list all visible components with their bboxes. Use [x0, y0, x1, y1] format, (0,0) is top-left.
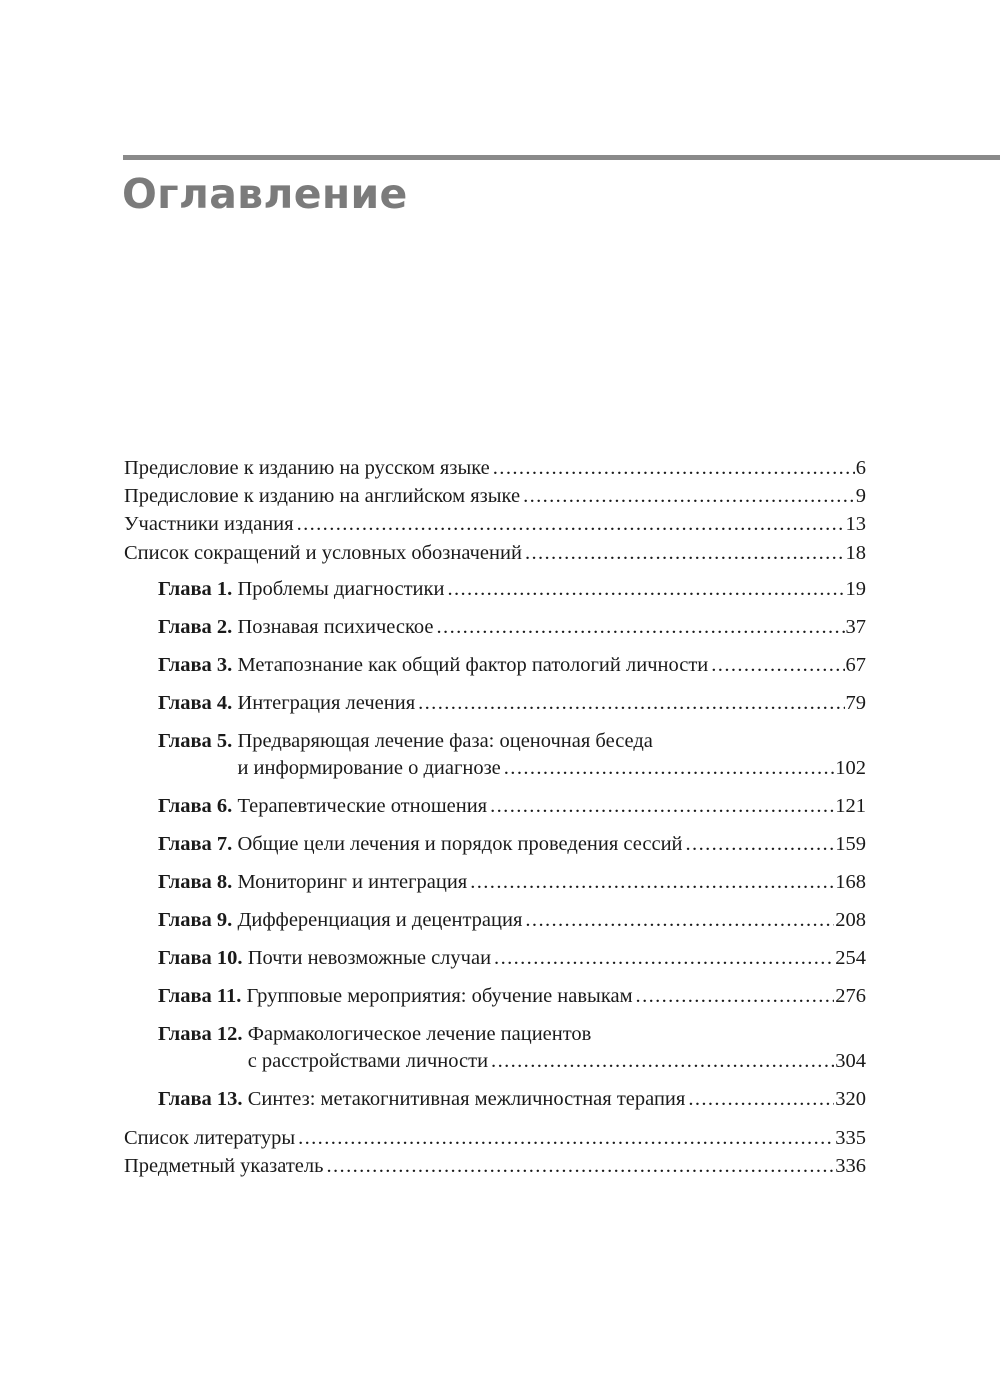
- toc-entry-title: Предисловие к изданию на английском языке: [124, 485, 521, 508]
- toc-entry-page: 18: [845, 541, 866, 564]
- toc-chapter-line: [158, 831, 866, 858]
- toc-chapter-title: Групповые мероприятия: обучение навыкам: [246, 984, 633, 1007]
- toc-chapter-page: 168: [835, 870, 866, 893]
- toc-chapter-label: Глава 12.: [158, 1022, 243, 1045]
- toc-chapter-page: 276: [835, 984, 866, 1007]
- toc-chapter-title: Познавая психическое: [237, 615, 434, 638]
- dot-leader: [504, 755, 834, 782]
- toc-chapter-line: [158, 652, 866, 679]
- toc-chapter-entry[interactable]: [158, 983, 866, 1010]
- toc-entry[interactable]: [124, 539, 866, 567]
- toc-chapter-entry[interactable]: [158, 1086, 866, 1113]
- dot-leader: [688, 1086, 834, 1113]
- toc-chapter-last-line: [158, 755, 866, 782]
- toc-entry[interactable]: [124, 482, 866, 510]
- toc-chapter-page: 102: [835, 756, 866, 779]
- toc-entry-page: 13: [845, 513, 866, 536]
- header-rule: [123, 155, 1000, 160]
- dot-leader: [493, 454, 855, 482]
- toc-chapter-line: [158, 907, 866, 934]
- toc-chapter-entry[interactable]: [158, 614, 866, 641]
- toc-chapter-entry[interactable]: [158, 907, 866, 934]
- toc-chapter-title: Проблемы диагностики: [237, 577, 445, 600]
- dot-leader: [437, 614, 845, 641]
- toc-entry-title: Участники издания: [124, 513, 294, 536]
- toc-entry-title: Список литературы: [124, 1126, 296, 1149]
- toc-chapter-title: Синтез: метакогнитивная межличностная терапия: [247, 1087, 686, 1110]
- toc-chapter-title: Терапевтические отношения: [237, 794, 488, 817]
- toc-chapter-label: Глава 6.: [158, 794, 233, 817]
- toc-chapter-line: [158, 945, 866, 972]
- toc-chapter-line: [158, 793, 866, 820]
- toc-chapter-label: Глава 4.: [158, 691, 233, 714]
- toc-entry-title: Список сокращений и условных обозначений: [124, 541, 522, 564]
- dot-leader: [525, 539, 845, 567]
- toc-chapter-label: Глава 2.: [158, 615, 233, 638]
- dot-leader: [711, 652, 844, 679]
- toc-chapter-label: Глава 1.: [158, 577, 233, 600]
- dot-leader: [490, 793, 834, 820]
- toc-chapter-entry[interactable]: [158, 690, 866, 717]
- toc-entry-title: Предметный указатель: [124, 1155, 324, 1178]
- table-of-contents: [124, 454, 866, 1180]
- toc-chapter-first-line: [158, 728, 866, 755]
- toc-chapter-entry[interactable]: [158, 869, 866, 896]
- toc-chapter-page: 19: [845, 577, 866, 600]
- dot-leader: [491, 1048, 834, 1075]
- toc-chapter-title: Интеграция лечения: [237, 691, 416, 714]
- toc-chapter-line: [158, 1086, 866, 1113]
- dot-leader: [327, 1152, 835, 1180]
- dot-leader: [525, 907, 834, 934]
- toc-entry[interactable]: [124, 510, 866, 538]
- page-title: Оглавление: [122, 170, 408, 218]
- toc-chapter-entry[interactable]: [158, 652, 866, 679]
- toc-chapter-line: [158, 576, 866, 603]
- toc-chapter-label: Глава 9.: [158, 908, 233, 931]
- dot-leader: [494, 945, 834, 972]
- toc-entry-page: 335: [835, 1126, 866, 1149]
- dot-leader: [298, 1124, 834, 1152]
- toc-chapter-page: 37: [845, 615, 866, 638]
- toc-entry[interactable]: [124, 1124, 866, 1152]
- toc-chapter-last-line: [158, 1048, 866, 1075]
- toc-chapter-entry[interactable]: [158, 945, 866, 972]
- toc-chapter-label: Глава 10.: [158, 946, 243, 969]
- toc-chapter-entry[interactable]: [158, 793, 866, 820]
- toc-entry-title: Предисловие к изданию на русском языке: [124, 457, 490, 479]
- dot-leader: [470, 869, 834, 896]
- toc-chapter-title: Почти невозможные случаи: [247, 946, 492, 969]
- toc-chapter-title-continued: с расстройствами личности: [247, 1049, 489, 1072]
- toc-chapter-title: Дифференциация и децентрация: [237, 908, 523, 931]
- dot-leader: [636, 983, 835, 1010]
- dot-leader: [297, 510, 845, 538]
- toc-chapter-entry[interactable]: [158, 728, 866, 782]
- toc-chapter-page: 67: [845, 653, 866, 676]
- toc-chapter-page: 254: [835, 946, 866, 969]
- toc-chapter-title-continued: и информирование о диагнозе: [237, 756, 501, 779]
- toc-chapter-page: 304: [835, 1049, 866, 1072]
- toc-chapter-page: 320: [835, 1087, 866, 1110]
- toc-chapter-entry[interactable]: [158, 831, 866, 858]
- toc-chapter-line: [158, 869, 866, 896]
- toc-chapter-title: Мониторинг и интеграция: [237, 870, 468, 893]
- toc-chapter-page: 121: [835, 794, 866, 817]
- toc-back-matter: [124, 1124, 866, 1180]
- dot-leader: [686, 831, 835, 858]
- toc-chapter-page: 159: [835, 832, 866, 855]
- toc-chapter-label: Глава 7.: [158, 832, 233, 855]
- toc-chapter-label: Глава 3.: [158, 653, 233, 676]
- dot-leader: [418, 690, 844, 717]
- toc-chapter-title: Фармакологическое лечение пациентов: [247, 1022, 592, 1045]
- toc-chapter-first-line: [158, 1021, 866, 1048]
- toc-entry[interactable]: [124, 454, 866, 482]
- dot-leader: [447, 576, 844, 603]
- toc-front-matter: [124, 454, 866, 567]
- toc-chapter-line: [158, 614, 866, 641]
- toc-chapter-title: Общие цели лечения и порядок проведения сессий: [237, 832, 683, 855]
- toc-chapters: [124, 576, 866, 1113]
- toc-chapter-entry[interactable]: [158, 576, 866, 603]
- toc-entry-page: 9: [855, 485, 866, 508]
- toc-chapter-title: Метапознание как общий фактор патологий личности: [237, 653, 709, 676]
- toc-chapter-entry[interactable]: [158, 1021, 866, 1075]
- toc-chapter-label: Глава 8.: [158, 870, 233, 893]
- toc-chapter-line: [158, 690, 866, 717]
- toc-chapter-page: 208: [835, 908, 866, 931]
- toc-entry[interactable]: [124, 1152, 866, 1180]
- toc-chapter-label: Глава 11.: [158, 984, 242, 1007]
- toc-entry-page: 6: [855, 457, 866, 479]
- toc-chapter-line: [158, 983, 866, 1010]
- toc-chapter-page: 79: [845, 691, 866, 714]
- toc-entry-page: 336: [835, 1155, 866, 1178]
- toc-chapter-label: Глава 13.: [158, 1087, 243, 1110]
- toc-chapter-label: Глава 5.: [158, 729, 233, 752]
- dot-leader: [523, 482, 855, 510]
- toc-chapter-title: Предваряющая лечение фаза: оценочная беседа: [237, 729, 653, 752]
